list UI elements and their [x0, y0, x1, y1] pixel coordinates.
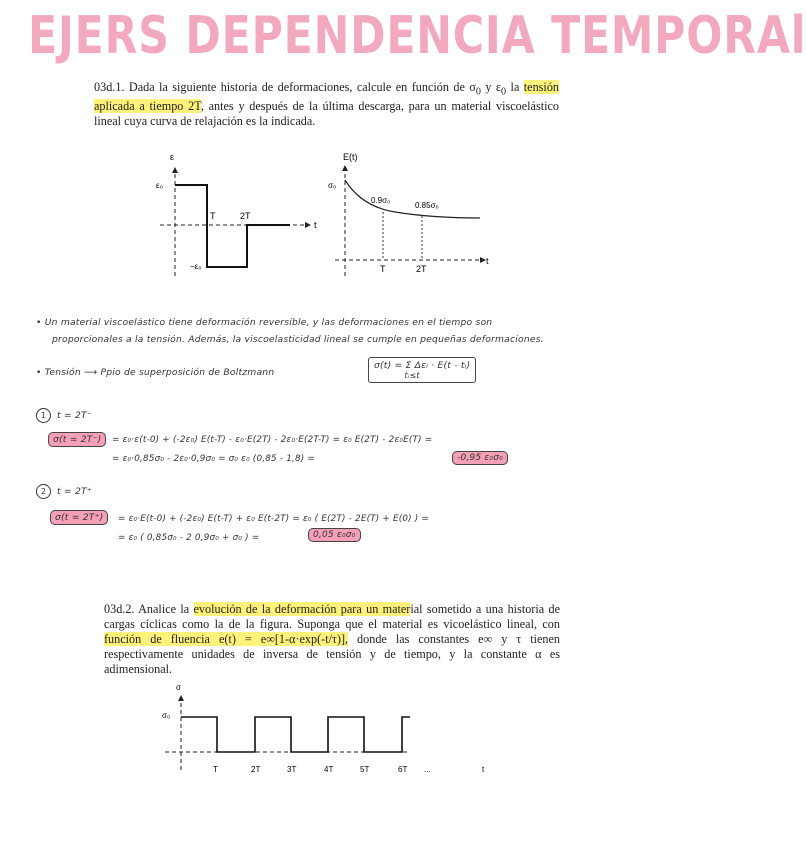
E-label: E(t)	[343, 152, 358, 162]
tick-label: 2T	[251, 765, 261, 774]
tick-labels	[213, 765, 431, 774]
tick-label: 6T	[398, 765, 408, 774]
T-label: T	[210, 211, 216, 221]
2T-label: 2T	[240, 211, 251, 221]
problem-2-highlight-2: función de fluencia e(t) = e∞[1-α·exp(-t/τ)],	[104, 632, 349, 646]
relaxation-figure	[325, 148, 505, 283]
page-title: EJERS DEPENDENCIA TEMPORAl	[28, 6, 806, 66]
strain-history-figure	[140, 148, 320, 283]
problem-2-highlight-1: evolución de la deformación para un mater	[193, 602, 411, 616]
tick-label: 3T	[287, 765, 297, 774]
y-label: ε	[170, 152, 175, 162]
tick-label: 4T	[324, 765, 334, 774]
case-2-line-2: = ε₀ ( 0,85σ₀ - 2 0,9σ₀ + σ₀ ) =	[118, 533, 260, 543]
sigma0-label: σ₀	[328, 181, 337, 190]
tick-label: ...	[424, 765, 431, 774]
case-2-box: σ(t = 2T⁺)	[50, 510, 108, 525]
problem-1-text-a: 03d.1. Dada la siguiente historia de deformaciones, calcule en función de σ	[94, 80, 476, 94]
strain-curve	[175, 185, 290, 267]
cyclic-load-curve	[181, 717, 410, 752]
relaxation-curve	[345, 180, 480, 218]
note-bullet-2: • Tensión ⟶ Ppio de superposición de Boltzmann	[36, 367, 275, 378]
sigma0-label-3: σ₀	[162, 711, 171, 720]
t-label: t	[314, 220, 317, 230]
case-2-line-1: = ε₀·E(t-0) + (-2ε₀) E(t-T) + ε₀ E(t-2T) = ε₀ ( E(2T) - 2E(T) + E(0) ) =	[118, 514, 429, 524]
problem-1-text-b: y ε	[480, 80, 502, 94]
t-label-3: t	[482, 765, 485, 774]
cyclic-load-figure	[160, 682, 500, 777]
case-2-result: 0,05 ε₀σ₀	[308, 528, 361, 542]
case-2-heading: 2 t = 2T⁺	[36, 484, 92, 499]
case-1-result: -0,95 ε₀σ₀	[452, 451, 508, 465]
problem-2-statement: 03d.2. Analice la evolución de la deformación para un material sometido a una historia de cargas cíclicas como la de la figura. Suponga que el material es vicoelástico lineal, con función de fluencia e(t) = e∞[1-α·exp(-t/τ)], donde las constantes e∞ y τ tienen respectivamente unidades de inversa de tensión y de tiempo, y la constante α es adimensional.	[104, 602, 560, 676]
T-label-2: T	[380, 264, 386, 274]
v2-label: 0.85σ₀	[415, 201, 439, 210]
case-1-box: σ(t = 2T⁻)	[48, 432, 106, 447]
problem-1-text-c: la	[506, 80, 524, 94]
neg-eps0-label: −ε₀	[190, 262, 202, 271]
problem-1-sub-a: 0	[475, 86, 481, 98]
case-1-line-1: = ε₀·ε(t-0) + (-2ε₀) E(t-T) - ε₀·E(2T) - 2ε₀·E(2T-T) = ε₀ E(2T) - 2ε₀E(T) =	[112, 435, 433, 445]
note-bullet-1-line-2: proporcionales a la tensión. Además, la viscoelasticidad lineal se cumple en pequeñas deformaciones.	[52, 334, 544, 345]
sigma-label: σ	[176, 683, 181, 692]
case-1-heading: 1 t = 2T⁻	[36, 408, 92, 423]
t-label-2: t	[486, 256, 489, 266]
case-1-line-2: = ε₀·0,85σ₀ - 2ε₀·0,9σ₀ = σ₀ ε₀ (0,85 - 1,8) =	[112, 454, 315, 464]
2T-label-2: 2T	[416, 264, 427, 274]
tick-label: 5T	[360, 765, 370, 774]
problem-1-highlight: tensión aplicada a tiempo 2T	[94, 80, 560, 114]
boltzmann-formula: σ(t) = Σ Δεᵢ · E(t - tᵢ) tᵢ≤t	[368, 357, 476, 383]
eps0-label: ε₀	[156, 181, 163, 190]
problem-1-sub-b: 0	[501, 86, 507, 98]
problem-1-statement	[94, 80, 559, 129]
tick-label: T	[213, 765, 218, 774]
note-bullet-1-line-1: • Un material viscoelástico tiene deformación reversible, y las deformaciones en el tiempo son	[36, 317, 493, 328]
v1-label: 0.9σ₀	[371, 196, 391, 205]
problem-1-text-d: , antes y después de la última descarga, para un material viscoelástico lineal cuya curva de relajación es la indicada.	[94, 99, 559, 129]
